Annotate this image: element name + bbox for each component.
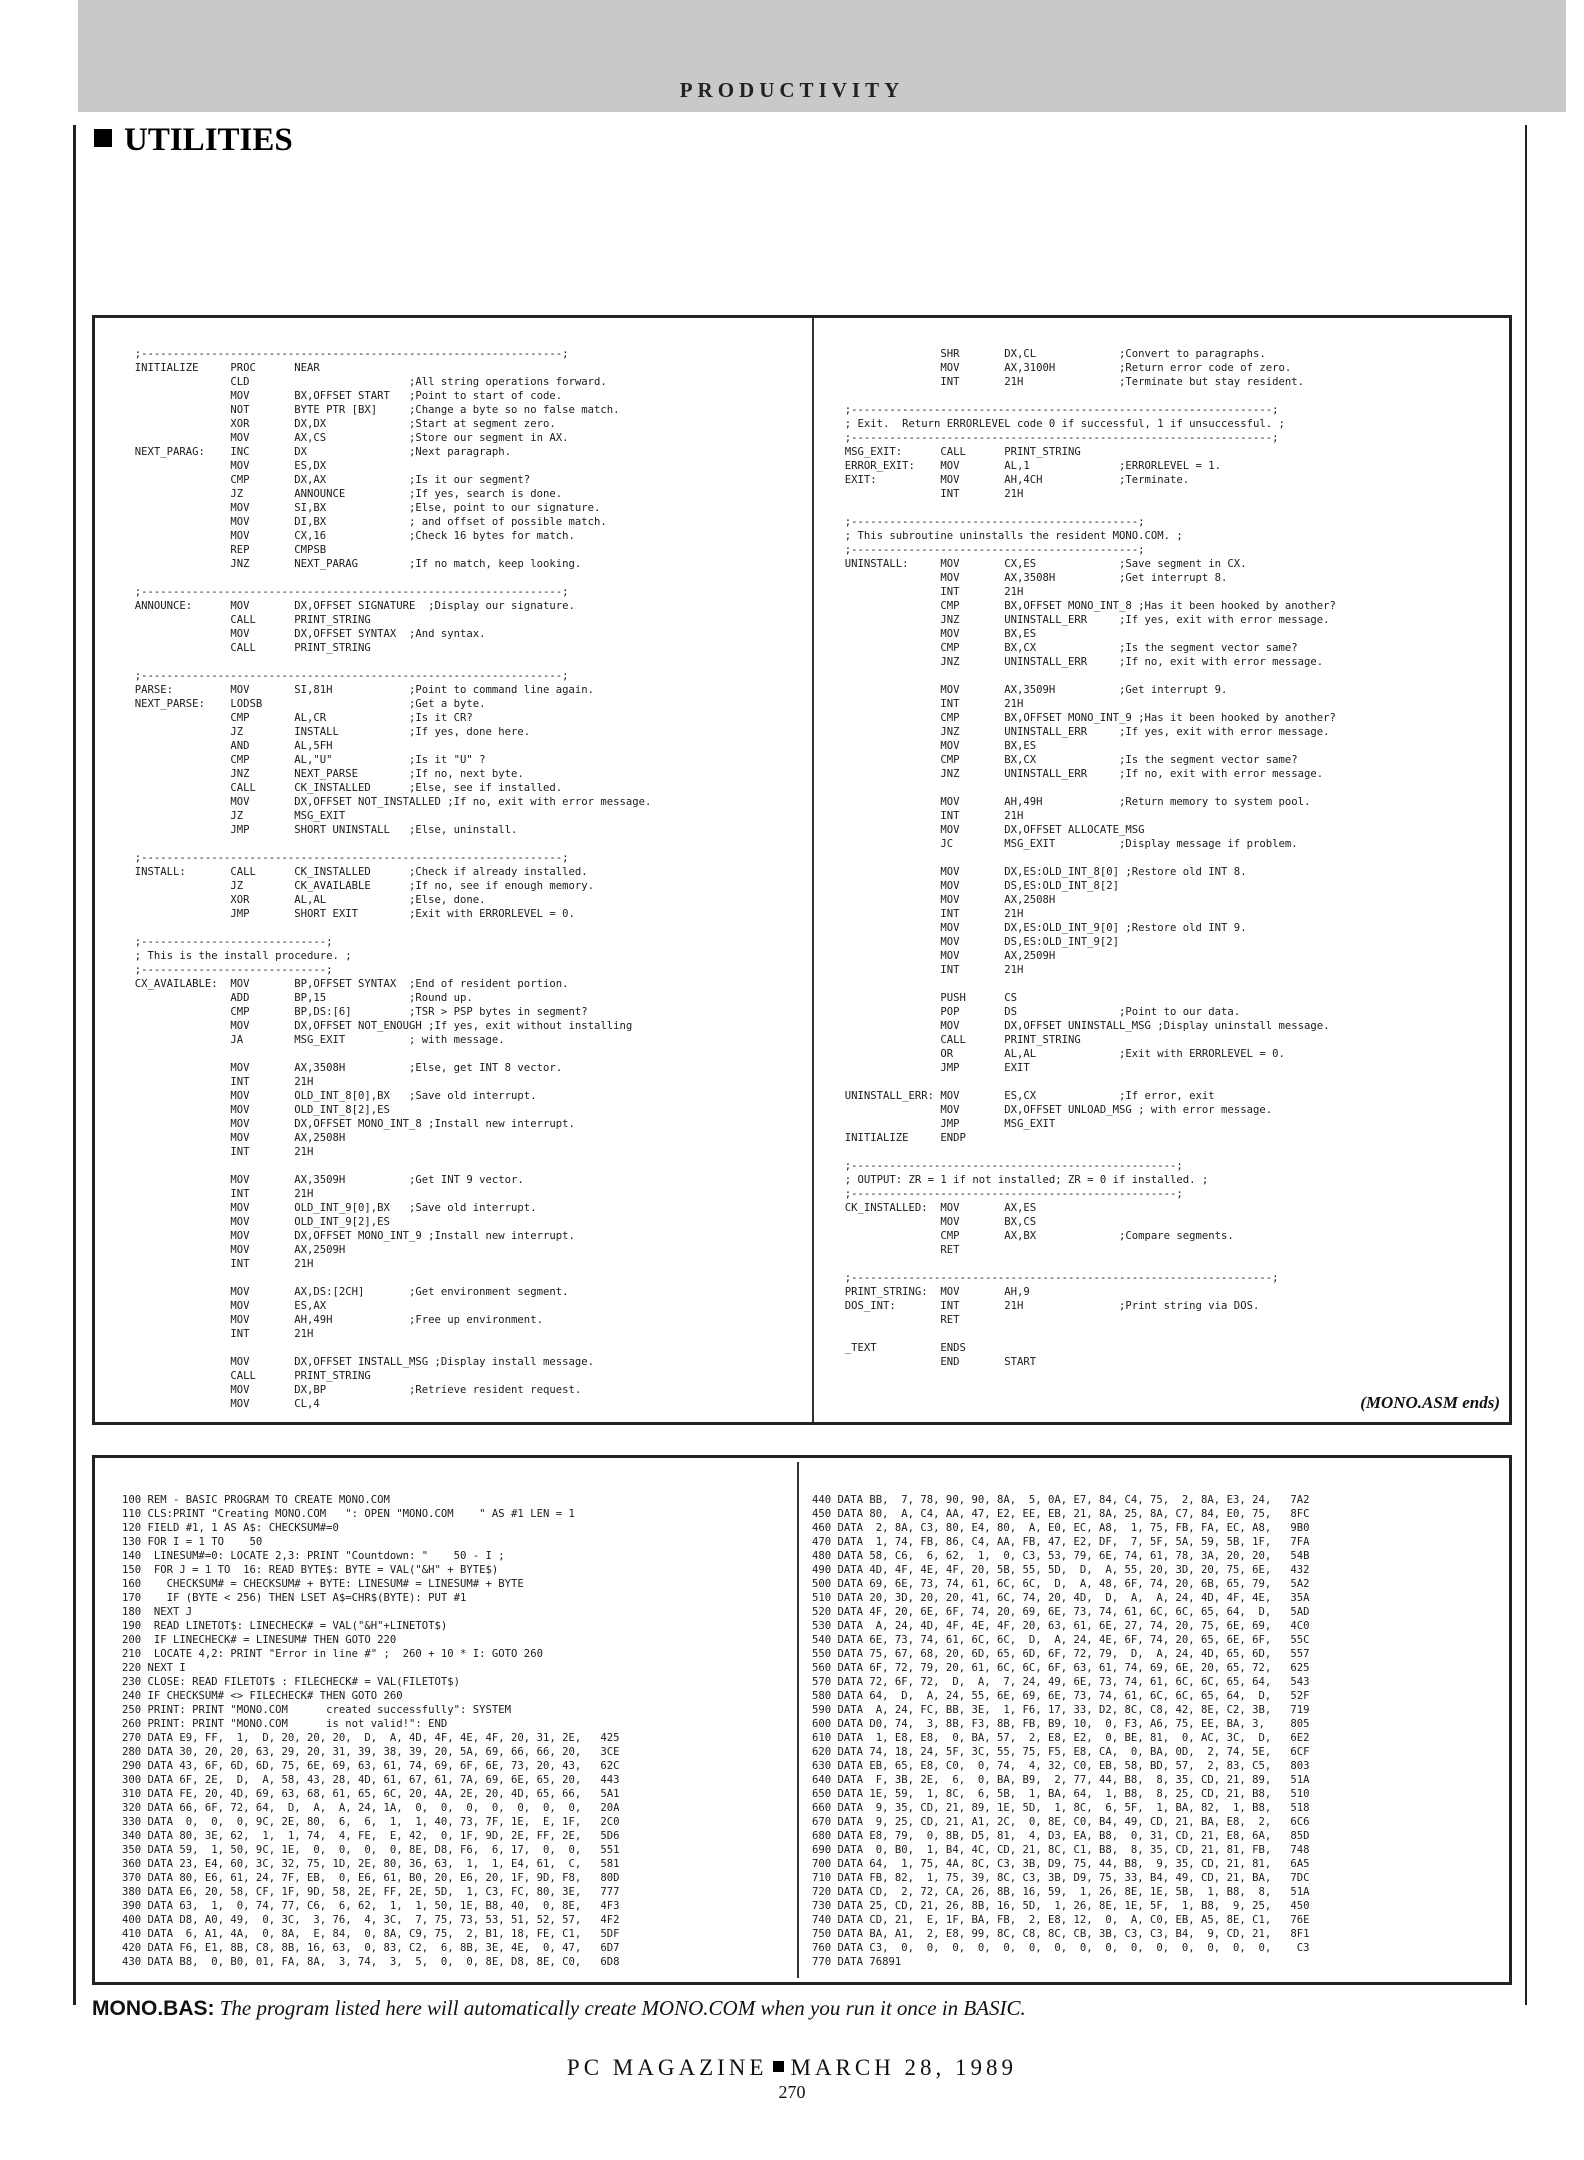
page-rule [1525,125,1527,2005]
page-rule [73,125,76,2005]
figure-caption [92,1996,1522,2021]
asm-listing-left-column: ;------------------------------------------------------------------; INITIALIZE PROC NEAR CLD ;All string operations forward. MOV BX,OFFSET START ;Point to start of code. NOT BYTE PTR [BX] ;Change a byte so no false match. XOR DX,DX ;Start at segment zero. MOV AX,CS ;Store our segment in AX. NEXT_PARAG: INC DX ;Next paragraph. MOV ES,DX CMP DX,AX ;Is it our segment? JZ ANNOUNCE ;If yes, search is done. MOV SI,BX ;Else, point to our signature. MOV DI,BX ; and offset of possible match. MOV CX,16 ;Check 16 bytes for match. REP CMPSB JNZ NEXT_PARAG ;If no match, keep looking. ;------------------------------------------------------------------; ANNOUNCE: MOV DX,OFFSET SIGNATURE ;Display our signature. CALL PRINT_STRING MOV DX,OFFSET SYNTAX ;And syntax. CALL PRINT_STRING ;------------------------------------------------------------------; PARSE: MOV SI,81H ;Point to command line again. NEXT_PARSE: LODSB ;Get a byte. CMP AL,CR ;Is it CR? JZ INSTALL ;If yes, done here. AND AL,5FH CMP AL,"U" ;Is it "U" ? JNZ NEXT_PARSE ;If no, next byte. CALL CK_INSTALLED ;Else, see if installed. MOV DX,OFFSET NOT_INSTALLED ;If no, exit with error message. JZ MSG_EXIT JMP SHORT UNINSTALL ;Else, uninstall. ;------------------------------------------------------------------; INSTALL: CALL CK_INSTALLED ;Check if already installed. JZ CK_AVAILABLE ;If no, see if enough memory. XOR AL,AL ;Else, done. JMP SHORT EXIT ;Exit with ERRORLEVEL = 0. ;-----------------------------; ; This is the install procedure. ; ;-----------------------------; CX_AVAILABLE: MOV BP,OFFSET SYNTAX ;End of resident portion. ADD BP,15 ;Round up. CMP BP,DS:[6] ;TSR > PSP bytes in segment? MOV DX,OFFSET NOT_ENOUGH ;If yes, exit without installing JA MSG_EXIT ; with message. MOV AX,3508H ;Else, get INT 8 vector. INT 21H MOV OLD_INT_8[0],BX ;Save old interrupt. MOV OLD_INT_8[2],ES MOV DX,OFFSET MONO_INT_8 ;Install new interrupt. MOV AX,2508H INT 21H MOV AX,3509H ;Get INT 9 vector. INT 21H MOV OLD_INT_9[0],BX ;Save old interrupt. MOV OLD_INT_9[2],ES MOV DX,OFFSET MONO_INT_9 ;Install new interrupt. MOV AX,2509H INT 21H MOV AX,DS:[2CH] ;Get environment segment. MOV ES,AX MOV AH,49H ;Free up environment. INT 21H MOV DX,OFFSET INSTALL_MSG ;Display install message. CALL PRINT_STRING MOV DX,BP ;Retrieve resident request. MOV CL,4 [134,347,652,1410]
page-title-text: UTILITIES [124,122,293,158]
column-divider [812,318,814,1422]
page-title [94,122,293,159]
page-footer [0,2055,1584,2081]
section-header: PRODUCTIVITY [679,78,905,102]
asm-listing-right-column: SHR DX,CL ;Convert to paragraphs. MOV AX,3100H ;Return error code of zero. INT 21H ;Terminate but stay resident. ;------------------------------------------------------------------; ; Exit. Return ERRORLEVEL code 0 if successful, 1 if unsuccessful. ; ;------------------------------------------------------------------; MSG_EXIT: CALL PRINT_STRING ERROR_EXIT: MOV AL,1 ;ERRORLEVEL = 1. EXIT: MOV AH,4CH ;Terminate. INT 21H ;---------------------------------------------; ; This subroutine uninstalls the resident MONO.COM. ; ;---------------------------------------------; UNINSTALL: MOV CX,ES ;Save segment in CX. MOV AX,3508H ;Get interrupt 8. INT 21H CMP BX,OFFSET MONO_INT_8 ;Has it been hooked by another? JNZ UNINSTALL_ERR ;If yes, exit with error message. MOV BX,ES CMP BX,CX ;Is the segment vector same? JNZ UNINSTALL_ERR ;If no, exit with error message. MOV AX,3509H ;Get interrupt 9. INT 21H CMP BX,OFFSET MONO_INT_9 ;Has it been hooked by another? JNZ UNINSTALL_ERR ;If yes, exit with error message. MOV BX,ES CMP BX,CX ;Is the segment vector same? JNZ UNINSTALL_ERR ;If no, exit with error message. MOV AH,49H ;Return memory to system pool. INT 21H MOV DX,OFFSET ALLOCATE_MSG JC MSG_EXIT ;Display message if problem. MOV DX,ES:OLD_INT_8[0] ;Restore old INT 8. MOV DS,ES:OLD_INT_8[2] MOV AX,2508H INT 21H MOV DX,ES:OLD_INT_9[0] ;Restore old INT 9. MOV DS,ES:OLD_INT_9[2] MOV AX,2509H INT 21H PUSH CS POP DS ;Point to our data. MOV DX,OFFSET UNINSTALL_MSG ;Display uninstall message. CALL PRINT_STRING OR AL,AL ;Exit with ERRORLEVEL = 0. JMP EXIT UNINSTALL_ERR: MOV ES,CX ;If error, exit MOV DX,OFFSET UNLOAD_MSG ; with error message. JMP MSG_EXIT INITIALIZE ENDP ;---------------------------------------------------; ; OUTPUT: ZR = 1 if not installed; ZR = 0 if installed. ; ;---------------------------------------------------; CK_INSTALLED: MOV AX,ES MOV BX,CS CMP AX,BX ;Compare segments. RET ;------------------------------------------------------------------; PRINT_STRING: MOV AH,9 DOS_INT: INT 21H ;Print string via DOS. RET _TEXT ENDS END START [844,347,1336,1368]
caption-text: The program listed here will automatically create MONO.COM when you run it once in BASIC. [214,1996,1026,2020]
bullet-square-icon [94,129,112,147]
column-divider [797,1462,799,1978]
separator-square-icon [773,2061,784,2072]
magazine-name: PC MAGAZINE [566,2055,768,2080]
issue-date: MARCH 28, 1989 [790,2055,1018,2080]
listing-end-note: (MONO.ASM ends) [1360,1393,1500,1412]
bas-listing-left-column: 100 REM - BASIC PROGRAM TO CREATE MONO.COM 110 CLS:PRINT "Creating MONO.COM ": OPEN "MONO.COM " AS #1 LEN = 1 120 FIELD #1, 1 AS A$: CHECKSUM#=0 130 FOR I = 1 TO 50 140 LINESUM#=0: LOCATE 2,3: PRINT "Countdown: " 50 - I ; 150 FOR J = 1 TO 16: READ BYTE$: BYTE = VAL("&H" + BYTE$) 160 CHECKSUM# = CHECKSUM# + BYTE: LINESUM# = LINESUM# + BYTE 170 IF (BYTE < 256) THEN LSET A$=CHR$(BYTE): PUT #1 180 NEXT J 190 READ LINETOT$: LINECHECK# = VAL("&H"+LINETOT$) 200 IF LINECHECK# = LINESUM# THEN GOTO 220 210 LOCATE 4,2: PRINT "Error in line #" ; 260 + 10 * I: GOTO 260 220 NEXT I 230 CLOSE: READ FILETOT$ : FILECHECK# = VAL(FILETOT$) 240 IF CHECKSUM# <> FILECHECK# THEN GOTO 260 250 PRINT: PRINT "MONO.COM created successfully": SYSTEM 260 PRINT: PRINT "MONO.COM is not valid!": END 270 DATA E9, FF, 1, D, 20, 20, 20, D, A, 4D, 4F, 4E, 4F, 20, 31, 2E, 425 280 DATA 30, 20, 20, 63, 29, 20, 31, 39, 38, 39, 20, 5A, 69, 66, 66, 20, 3CE 290 DATA 43, 6F, 6D, 6D, 75, 6E, 69, 63, 61, 74, 69, 6F, 6E, 73, 20, 43, 62C 300 DATA 6F, 2E, D, A, 58, 43, 28, 4D, 61, 67, 61, 7A, 69, 6E, 65, 20, 443 310 DATA FE, 20, 4D, 69, 63, 68, 61, 65, 6C, 20, 4A, 2E, 20, 4D, 65, 66, 5A1 320 DATA 66, 6F, 72, 64, D, A, A, 24, 1A, 0, 0, 0, 0, 0, 0, 0, 20A 330 DATA 0, 0, 0, 9C, 2E, 80, 6, 6, 1, 1, 40, 73, 7F, 1E, E, 1F, 2C0 340 DATA 80, 3E, 62, 1, 1, 74, 4, FE, E, 42, 0, 1F, 9D, 2E, FF, 2E, 5D6 350 DATA 59, 1, 50, 9C, 1E, 0, 0, 0, 0, 8E, D8, F6, 6, 17, 0, 0, 551 360 DATA 23, E4, 60, 3C, 32, 75, 1D, 2E, 80, 36, 63, 1, 1, E4, 61, C, 581 370 DATA 80, E6, 61, 24, 7F, EB, 0, E6, 61, B0, 20, E6, 20, 1F, 9D, F8, 80D 380 DATA E6, 20, 58, CF, 1F, 9D, 58, 2E, FF, 2E, 5D, 1, C3, FC, 80, 3E, 777 390 DATA 63, 1, 0, 74, 77, C6, 6, 62, 1, 1, 50, 1E, B8, 40, 0, 8E, 4F3 400 DATA D8, A0, 49, 0, 3C, 3, 76, 4, 3C, 7, 75, 73, 53, 51, 52, 57, 4F2 410 DATA 6, A1, 4A, 0, 8A, E, 84, 0, 8A, C9, 75, 2, B1, 18, FE, C1, 5DF 420 DATA F6, E1, 8B, C8, 8B, 16, 63, 0, 83, C2, 6, 8B, 3E, 4E, 0, 47, 6D7 430 DATA B8, 0, B0, 01, FA, 8A, 3, 74, 3, 5, 0, 0, 8E, D8, 8E, C0, 6D8 [122,1493,620,1968]
bas-listing-right-column: 440 DATA BB, 7, 78, 90, 90, 8A, 5, 0A, E7, 84, C4, 75, 2, 8A, E3, 24, 7A2 450 DATA 80, A, C4, AA, 47, E2, EE, EB, 21, 8A, 25, 8A, C7, 84, E0, 75, 8FC 460 DATA 2, 8A, C3, 80, E4, 80, A, E0, EC, A8, 1, 75, FB, FA, EC, A8, 9B0 470 DATA 1, 74, FB, 86, C4, AA, FB, 47, E2, DF, 7, 5F, 5A, 59, 5B, 1F, 7FA 480 DATA 58, C6, 6, 62, 1, 0, C3, 53, 79, 6E, 74, 61, 78, 3A, 20, 20, 54B 490 DATA 4D, 4F, 4E, 4F, 20, 5B, 55, 5D, D, A, 55, 20, 3D, 20, 75, 6E, 432 500 DATA 69, 6E, 73, 74, 61, 6C, 6C, D, A, 48, 6F, 74, 20, 6B, 65, 79, 5A2 510 DATA 20, 3D, 20, 20, 41, 6C, 74, 20, 4D, D, A, A, 24, 4D, 4F, 4E, 35A 520 DATA 4F, 20, 6E, 6F, 74, 20, 69, 6E, 73, 74, 61, 6C, 6C, 65, 64, D, 5AD 530 DATA A, 24, 4D, 4F, 4E, 4F, 20, 63, 61, 6E, 27, 74, 20, 75, 6E, 69, 4C0 540 DATA 6E, 73, 74, 61, 6C, 6C, D, A, 24, 4E, 6F, 74, 20, 65, 6E, 6F, 55C 550 DATA 75, 67, 68, 20, 6D, 65, 6D, 6F, 72, 79, D, A, 24, 4D, 65, 6D, 557 560 DATA 6F, 72, 79, 20, 61, 6C, 6C, 6F, 63, 61, 74, 69, 6E, 20, 65, 72, 625 570 DATA 72, 6F, 72, D, A, 7, 24, 49, 6E, 73, 74, 61, 6C, 6C, 65, 64, 543 580 DATA 64, D, A, 24, 55, 6E, 69, 6E, 73, 74, 61, 6C, 6C, 65, 64, D, 52F 590 DATA A, 24, FC, BB, 3E, 1, F6, 17, 33, D2, 8C, C8, 42, 8E, C2, 3B, 719 600 DATA D0, 74, 3, 8B, F3, 8B, FB, B9, 10, 0, F3, A6, 75, EE, BA, 3, 805 610 DATA 1, E8, E8, 0, BA, 57, 2, E8, E2, 0, BE, 81, 0, AC, 3C, D, 6E2 620 DATA 74, 18, 24, 5F, 3C, 55, 75, F5, E8, CA, 0, BA, 0D, 2, 74, 5E, 6CF 630 DATA EB, 65, E8, C0, 0, 74, 4, 32, C0, EB, 58, BD, 57, 2, 83, C5, 803 640 DATA F, 3B, 2E, 6, 0, BA, B9, 2, 77, 44, B8, 8, 35, CD, 21, 89, 51A 650 DATA 1E, 59, 1, 8C, 6, 5B, 1, BA, 64, 1, B8, 8, 25, CD, 21, B8, 510 660 DATA 9, 35, CD, 21, 89, 1E, 5D, 1, 8C, 6, 5F, 1, BA, 82, 1, B8, 518 670 DATA 9, 25, CD, 21, A1, 2C, 0, 8E, C0, B4, 49, CD, 21, BA, E8, 2, 6C6 680 DATA E8, 79, 0, 8B, D5, 81, 4, D3, EA, B8, 0, 31, CD, 21, E8, 6A, 85D 690 DATA 0, B0, 1, B4, 4C, CD, 21, 8C, C1, B8, 8, 35, CD, 21, 81, FB, 748 700 DATA 64, 1, 75, 4A, 8C, C3, 3B, D9, 75, 44, B8, 9, 35, CD, 21, 81, 6A5 710 DATA FB, 82, 1, 75, 39, 8C, C3, 3B, D9, 75, 33, B4, 49, CD, 21, BA, 7DC 720 DATA CD, 2, 72, CA, 26, 8B, 16, 59, 1, 26, 8E, 1E, 5B, 1, B8, 8, 51A 730 DATA 25, CD, 21, 26, 8B, 16, 5D, 1, 26, 8E, 1E, 5F, 1, B8, 9, 25, 450 740 DATA CD, 21, E, 1F, BA, FB, 2, E8, 12, 0, A, C0, EB, A5, 8E, C1, 76E 750 DATA BA, A1, 2, E8, 99, 8C, C8, 8C, CB, 3B, C3, C3, B4, 9, CD, 21, 8F1 760 DATA C3, 0, 0, 0, 0, 0, 0, 0, 0, 0, 0, 0, 0, 0, 0, 0, C3 770 DATA 76891 [812,1493,1310,1968]
caption-label: MONO.BAS: [92,1997,215,2020]
page-number: 270 [778,2082,806,2102]
